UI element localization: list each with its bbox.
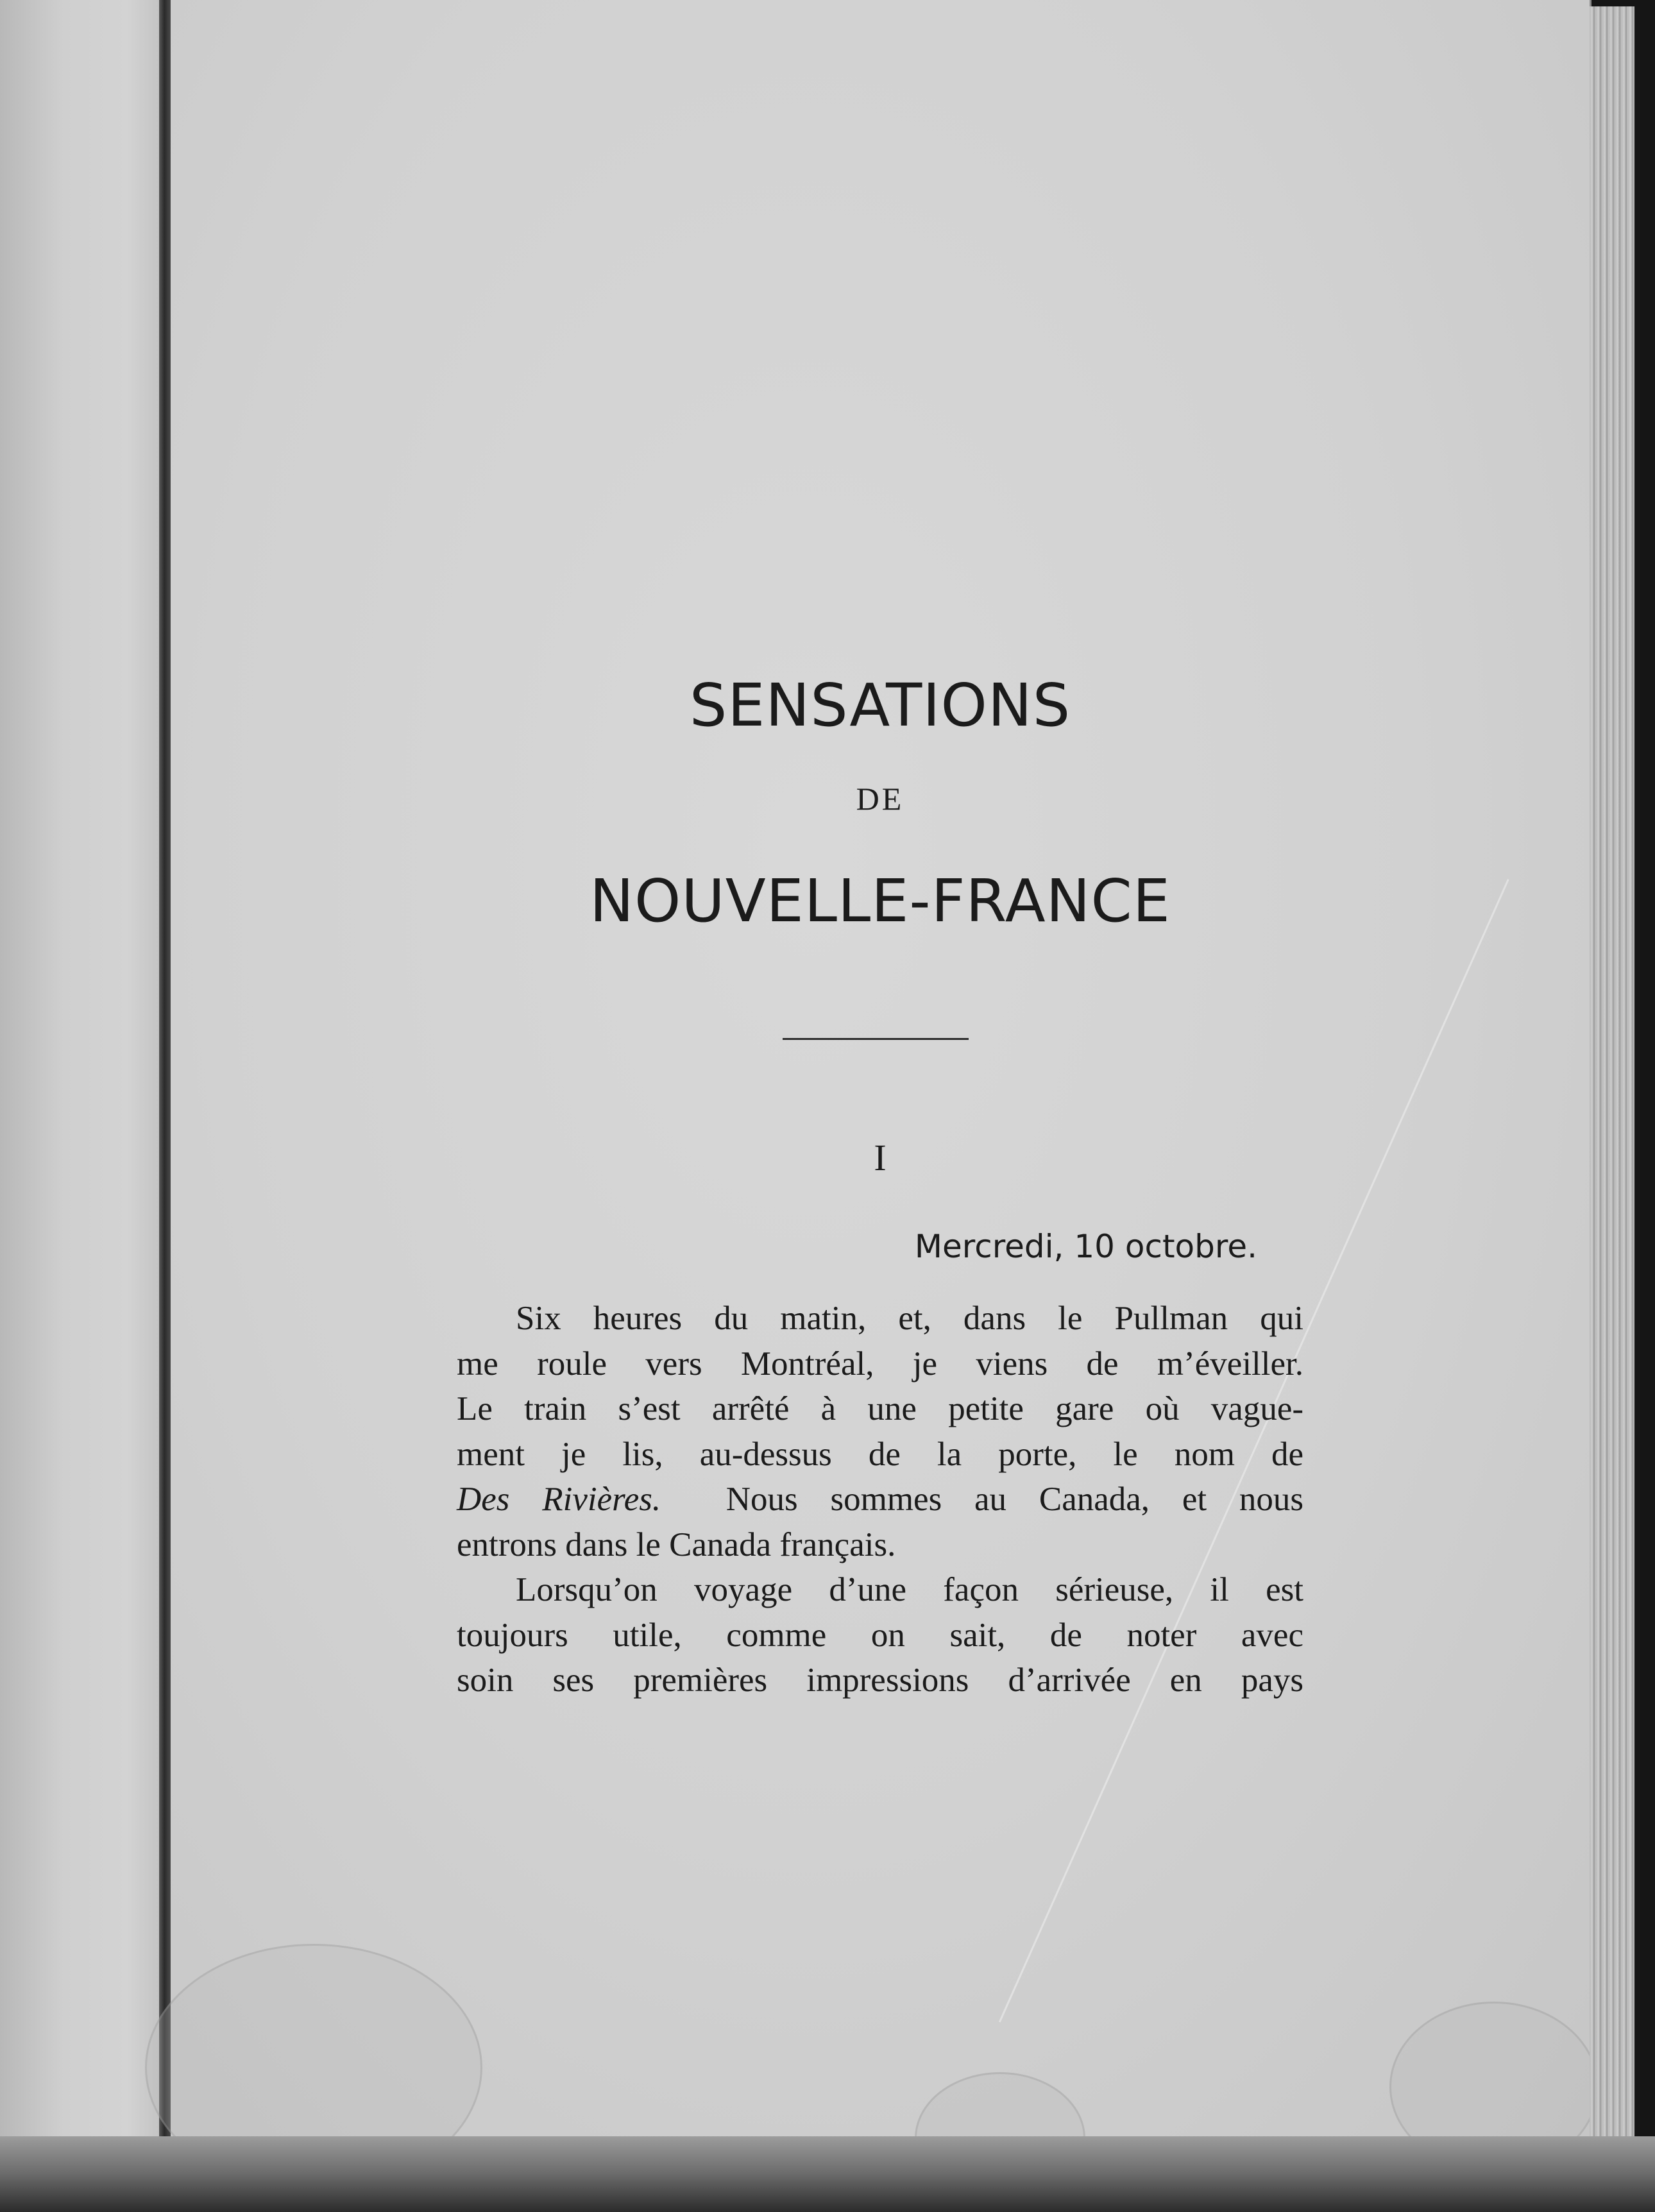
text-line: soin ses premières impressions d’arrivée en pays [457, 1662, 1303, 1699]
chapter-number: I [874, 1137, 887, 1178]
title-line-2: DE [856, 781, 904, 817]
title-line-3: NOUVELLE-FRANCE [590, 867, 1171, 935]
text-line: toujours utile, comme on sait, de noter avec [457, 1616, 1303, 1654]
right-page [171, 0, 1591, 2136]
paragraph-2 [457, 1567, 1303, 1703]
body-text [457, 1296, 1303, 1703]
text-fragment: Nous sommes au Canada, et nous [726, 1481, 1304, 1518]
left-blank-page [0, 0, 159, 2212]
text-line-with-italic [457, 1477, 1303, 1522]
text-line: Lorsqu’on voyage d’une façon sérieuse, il est [516, 1571, 1303, 1608]
paragraph-1 [457, 1296, 1303, 1567]
text-line: Six heures du matin, et, dans le Pullman qui [516, 1300, 1303, 1337]
book-gutter [159, 0, 171, 2212]
text-line: me roule vers Montréal, je viens de m’éveiller. [457, 1345, 1303, 1382]
bottom-shadow [0, 2136, 1655, 2212]
italic-place-name: Des Rivières. [457, 1481, 661, 1518]
text-line: Le train s’est arrêté à une petite gare où vague- [457, 1390, 1303, 1427]
page-edges [1590, 6, 1634, 2149]
text-line: entrons dans le Canada français. [457, 1526, 896, 1563]
dateline: Mercredi, 10 octobre. [914, 1228, 1257, 1265]
title-line-1: SENSATIONS [689, 671, 1071, 740]
title-divider [783, 1038, 969, 1040]
text-line: ment je lis, au-dessus de la porte, le nom de [457, 1435, 1303, 1473]
